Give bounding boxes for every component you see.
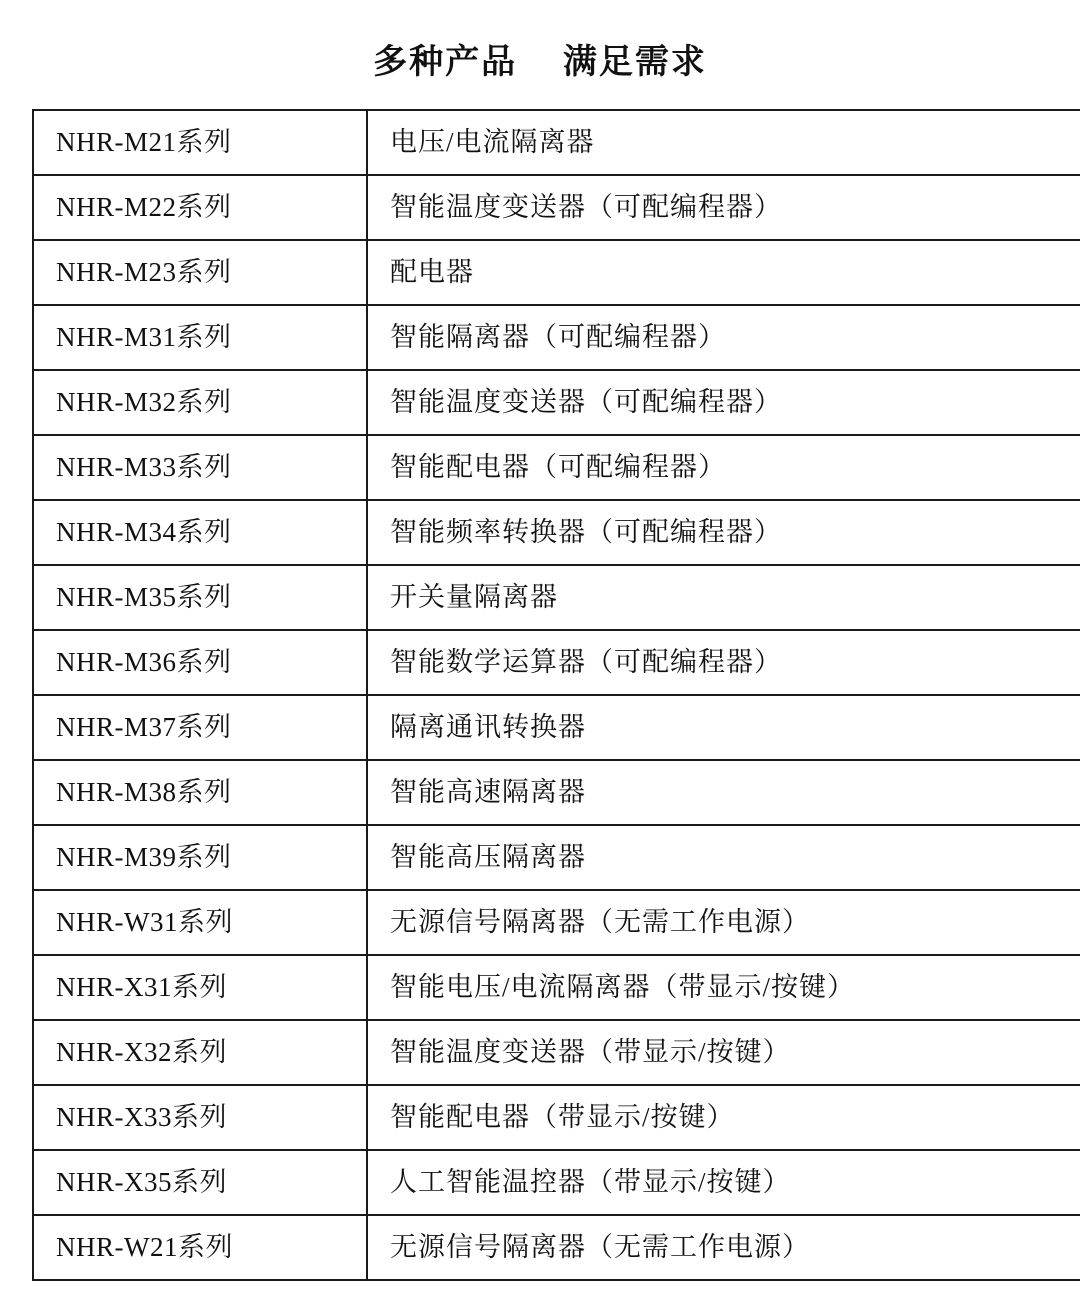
table-row [33, 695, 1080, 760]
product-code-cell: NHR-W21系列 [33, 1215, 367, 1280]
product-description-cell: 智能高压隔离器 [367, 825, 1080, 890]
product-code-cell: NHR-M23系列 [33, 240, 367, 305]
product-description-cell: 智能配电器（可配编程器） [367, 435, 1080, 500]
product-code-cell: NHR-M32系列 [33, 370, 367, 435]
table-row [33, 435, 1080, 500]
table-row [33, 1150, 1080, 1215]
table-row [33, 1085, 1080, 1150]
product-code-cell: NHR-M38系列 [33, 760, 367, 825]
product-code-cell: NHR-W31系列 [33, 890, 367, 955]
product-description-cell: 智能电压/电流隔离器（带显示/按键） [367, 955, 1080, 1020]
product-code-cell: NHR-M35系列 [33, 565, 367, 630]
product-code-cell: NHR-M37系列 [33, 695, 367, 760]
table-row [33, 825, 1080, 890]
product-code-cell: NHR-M33系列 [33, 435, 367, 500]
table-row [33, 565, 1080, 630]
table-row [33, 630, 1080, 695]
product-table-body [33, 110, 1080, 1280]
table-row [33, 175, 1080, 240]
product-description-cell: 无源信号隔离器（无需工作电源） [367, 1215, 1080, 1280]
table-row [33, 955, 1080, 1020]
table-row [33, 110, 1080, 175]
table-row [33, 760, 1080, 825]
product-description-cell: 智能配电器（带显示/按键） [367, 1085, 1080, 1150]
product-description-cell: 智能数学运算器（可配编程器） [367, 630, 1080, 695]
product-description-cell: 隔离通讯转换器 [367, 695, 1080, 760]
product-code-cell: NHR-M22系列 [33, 175, 367, 240]
table-row [33, 890, 1080, 955]
product-code-cell: NHR-X32系列 [33, 1020, 367, 1085]
table-row [33, 1215, 1080, 1280]
product-code-cell: NHR-M36系列 [33, 630, 367, 695]
table-row [33, 500, 1080, 565]
product-code-cell: NHR-M31系列 [33, 305, 367, 370]
product-table [32, 109, 1080, 1281]
product-code-cell: NHR-X35系列 [33, 1150, 367, 1215]
product-description-cell: 电压/电流隔离器 [367, 110, 1080, 175]
product-description-cell: 智能频率转换器（可配编程器） [367, 500, 1080, 565]
product-description-cell: 智能温度变送器（可配编程器） [367, 175, 1080, 240]
product-table-container [32, 109, 1048, 1281]
product-code-cell: NHR-M34系列 [33, 500, 367, 565]
product-code-cell: NHR-X33系列 [33, 1085, 367, 1150]
product-code-cell: NHR-M21系列 [33, 110, 367, 175]
product-description-cell: 智能高速隔离器 [367, 760, 1080, 825]
product-description-cell: 智能温度变送器（带显示/按键） [367, 1020, 1080, 1085]
product-code-cell: NHR-X31系列 [33, 955, 367, 1020]
table-row [33, 305, 1080, 370]
product-description-cell: 配电器 [367, 240, 1080, 305]
page-title: 多种产品 满足需求 [373, 43, 707, 81]
table-row [33, 1020, 1080, 1085]
product-description-cell: 人工智能温控器（带显示/按键） [367, 1150, 1080, 1215]
product-description-cell: 智能温度变送器（可配编程器） [367, 370, 1080, 435]
table-row [33, 370, 1080, 435]
product-description-cell: 无源信号隔离器（无需工作电源） [367, 890, 1080, 955]
product-code-cell: NHR-M39系列 [33, 825, 367, 890]
product-description-cell: 智能隔离器（可配编程器） [367, 305, 1080, 370]
product-description-cell: 开关量隔离器 [367, 565, 1080, 630]
table-row [33, 240, 1080, 305]
